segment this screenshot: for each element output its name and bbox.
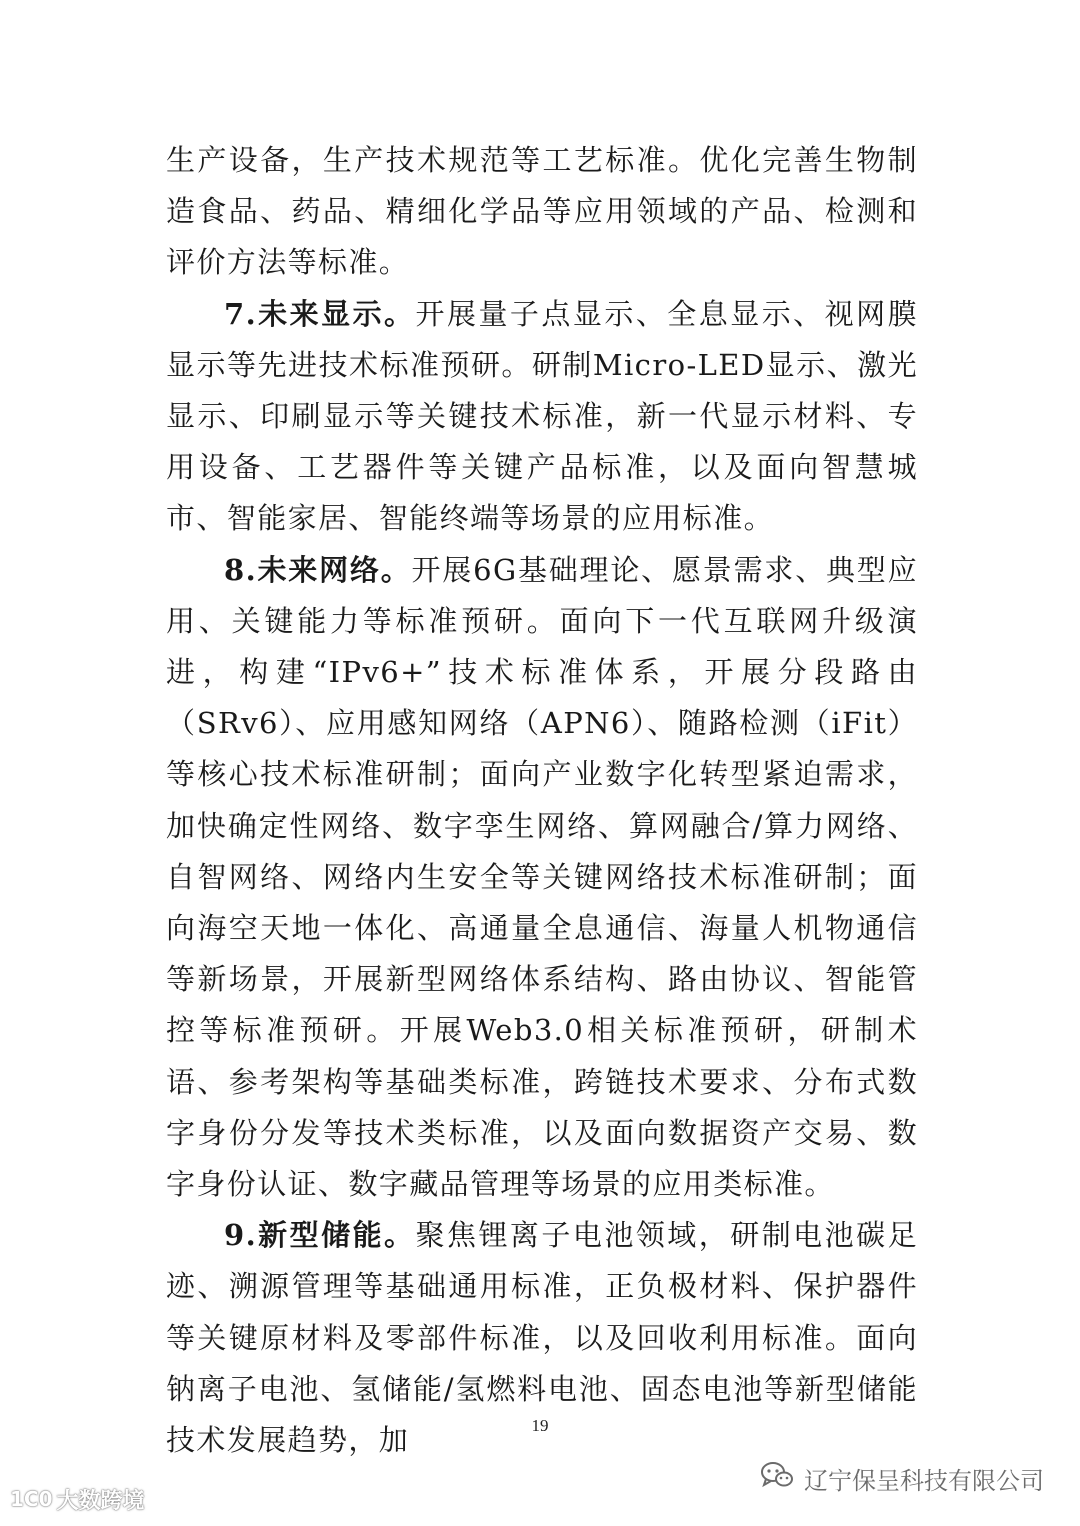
paragraph-continued xyxy=(166,135,918,289)
page-number: 19 xyxy=(531,1416,549,1435)
text-body xyxy=(166,135,918,1466)
watermark-logo: 1C0 xyxy=(10,1487,53,1511)
wechat-icon xyxy=(760,1460,794,1496)
paragraph-heading: 8.未来网络。 xyxy=(224,552,412,587)
corner-watermark xyxy=(10,1484,145,1514)
paragraph-text: 开展量子点显示、全息显示、视网膜显示等先进技术标准预研。研制Micro-LED显示、激光显示、印刷显示等关键技术标准，新一代显示材料、专用设备、工艺器件等关键产品标准，以及面向智慧城市、智能家居、智能终端等场景的应用标准。 xyxy=(166,296,918,536)
watermark-text: 辽宁保呈科技有限公司 xyxy=(804,1466,1044,1495)
paragraph-heading: 7.未来显示。 xyxy=(224,296,416,331)
paragraph-text: 生产设备，生产技术规范等工艺标准。优化完善生物制造食品、药品、精细化学品等应用领域的产品、检测和评价方法等标准。 xyxy=(166,143,918,280)
watermark-text: 大数跨境 xyxy=(56,1488,145,1514)
paragraph-text: 聚焦锂离子电池领域，研制电池碳足迹、溯源管理等基础通用标准，正负极材料、保护器件等关键原材料及零部件标准，以及回收利用标准。面向钠离子电池、氢储能/氢燃料电池、固态电池等新型储能技术发展趋势，加 xyxy=(166,1218,918,1458)
paragraph-text: 开展6G基础理论、愿景需求、典型应用、关键能力等标准预研。面向下一代互联网升级演进，构建“IPv6+”技术标准体系，开展分段路由（SRv6）、应用感知网络（APN6）、随路检测（iFit）等核心技术标准研制；面向产业数字化转型紧迫需求，加快确定性网络、数字孪生网络、算网融合/算力网络、自智网络、网络内生安全等关键网络技术标准研制；面向海空天地一体化、高通量全息通信、海量人机物通信等新场景，开展新型网络体系结构、路由协议、智能管控等标准预研。开展Web3.0相关标准预研，研制术语、参考架构等基础类标准，跨链技术要求、分布式数字身份分发等技术类标准，以及面向数据资产交易、数字身份认证、数字藏品管理等场景的应用类标准。 xyxy=(166,552,919,1202)
paragraph-future-display xyxy=(166,289,918,545)
paragraph-heading: 9.新型储能。 xyxy=(224,1218,416,1253)
wechat-watermark xyxy=(760,1461,1044,1495)
paragraph-future-network xyxy=(166,545,918,1211)
